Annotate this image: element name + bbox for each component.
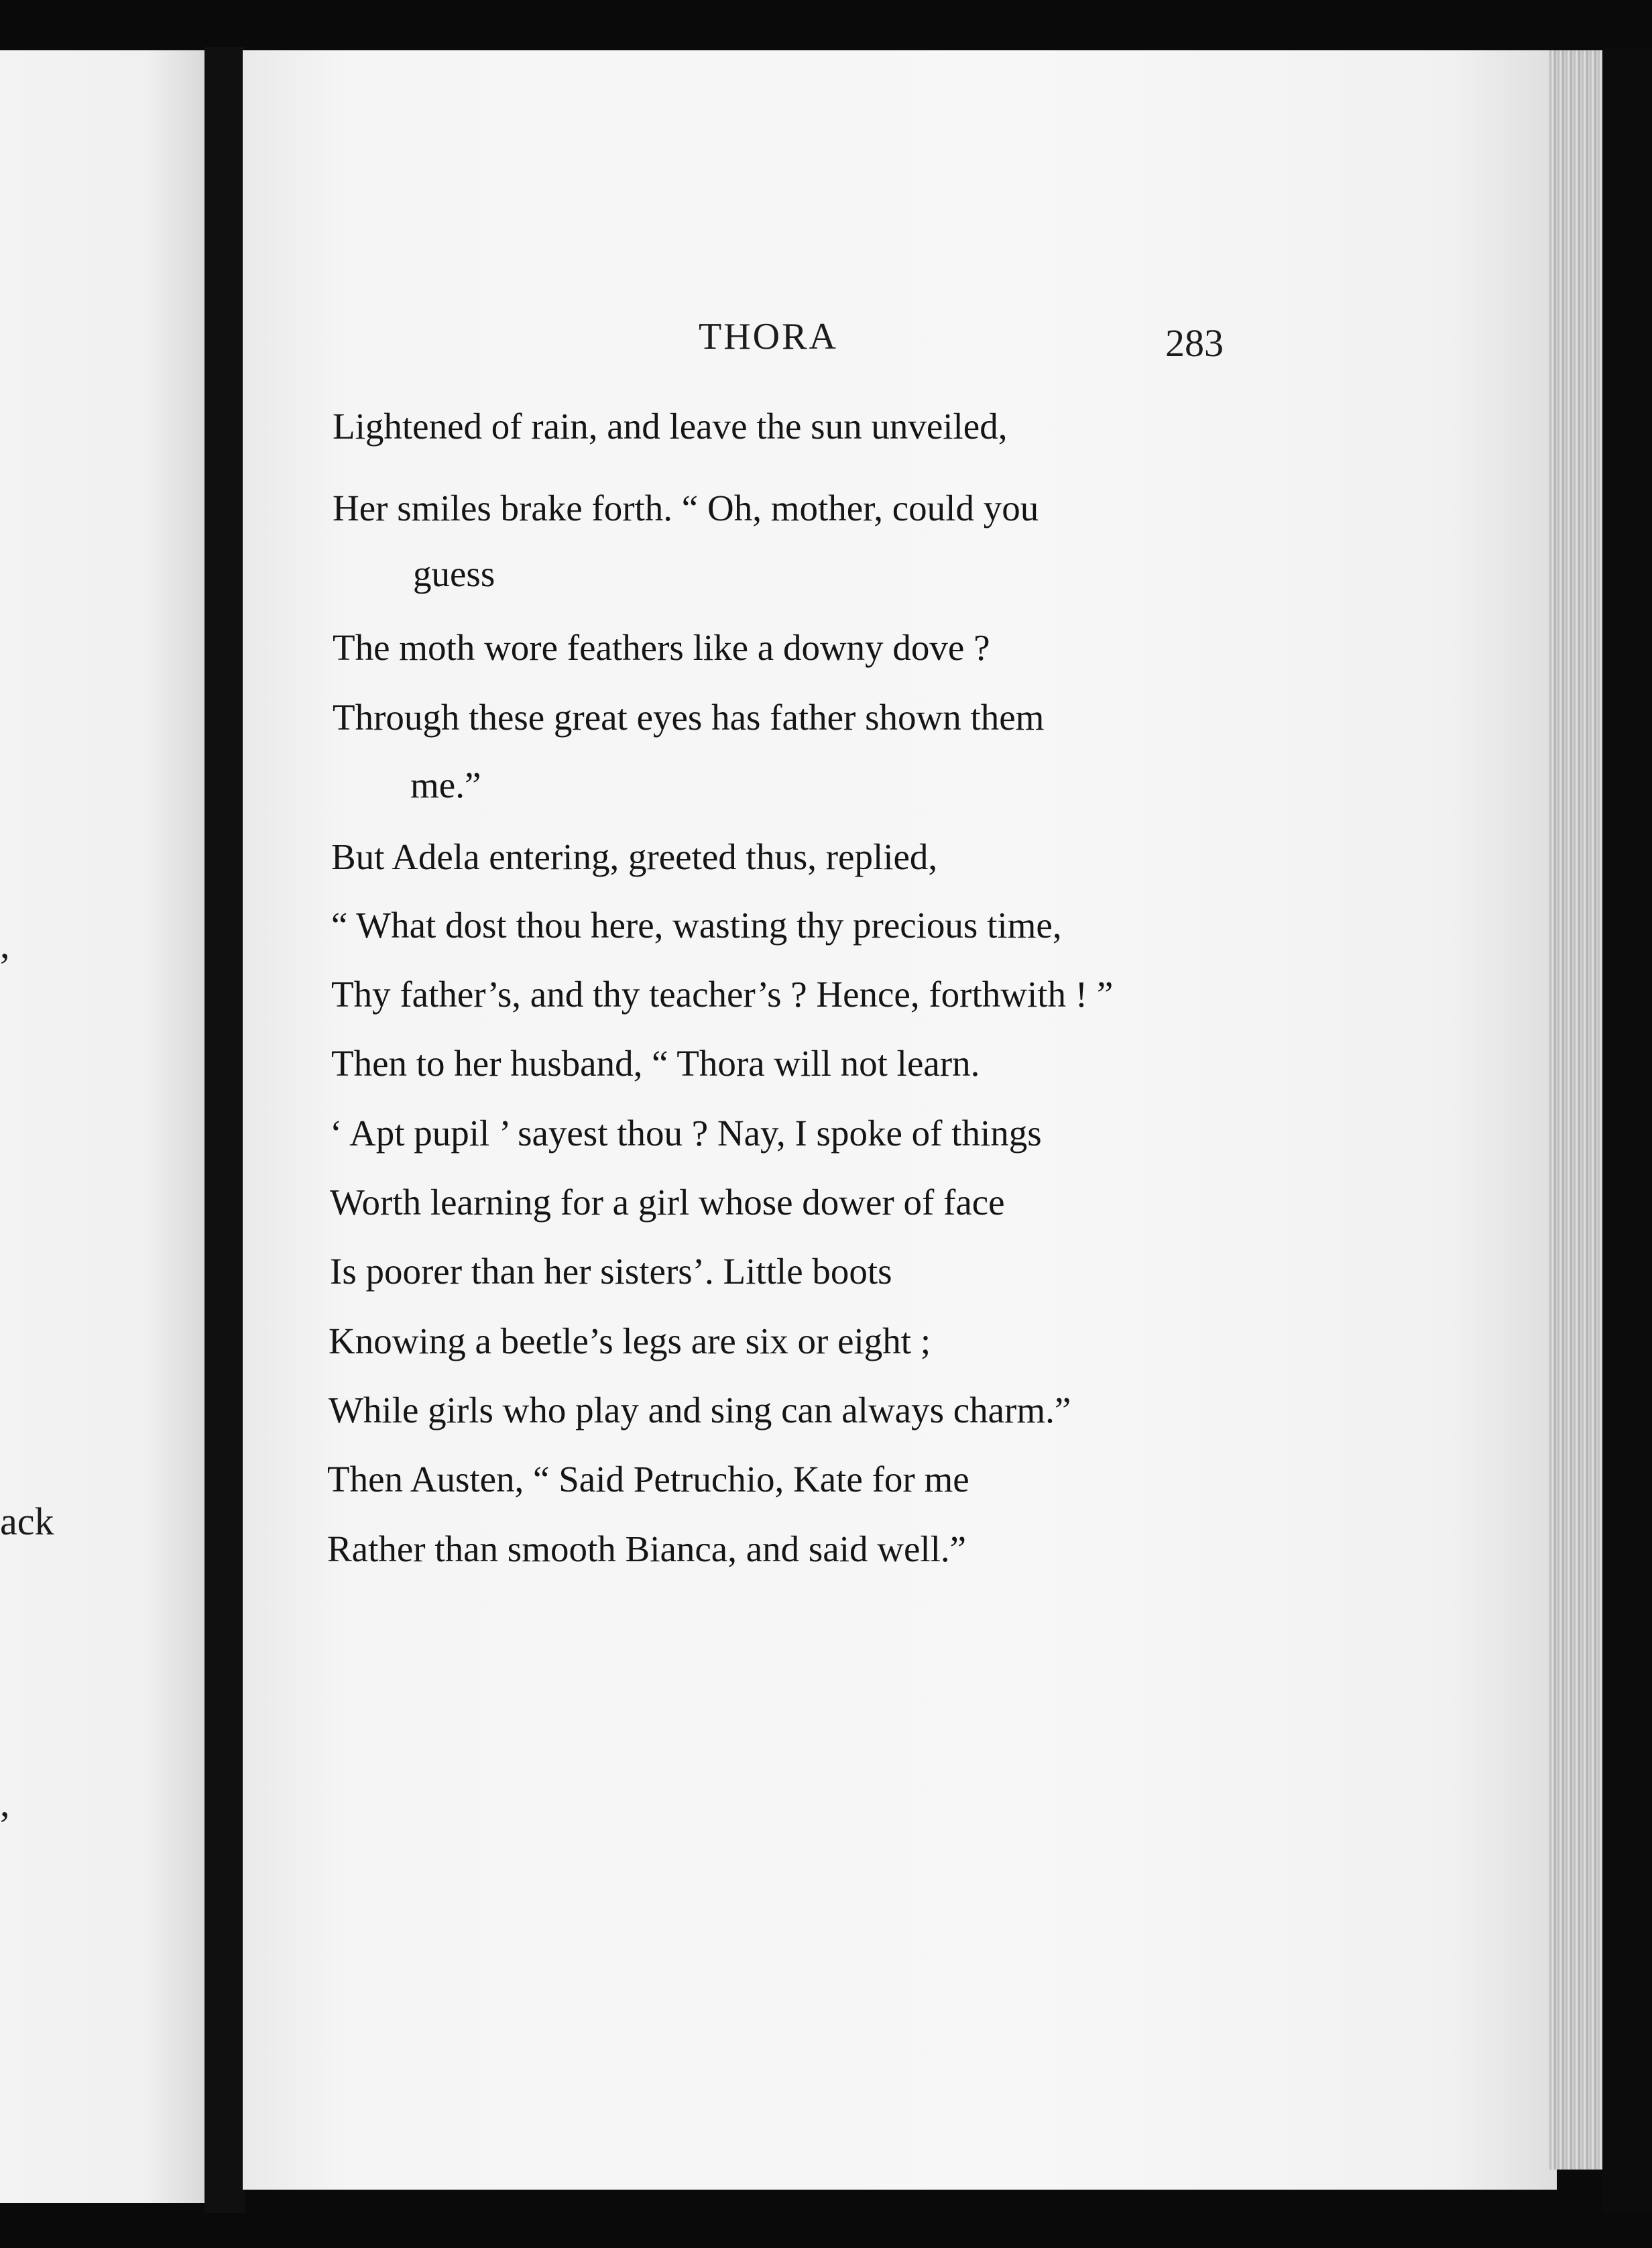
book-gutter [204,47,245,2213]
poem-line: The moth wore feathers like a downy dove ? [333,627,990,668]
book-edge-shadow [1602,47,1652,2213]
poem-line: guess [413,553,495,594]
poem-line: Then Austen, “ Said Petruchio, Kate for me [327,1459,969,1500]
left-page-fragment [0,50,208,2203]
poem-line: Worth learning for a girl whose dower of face [330,1182,1005,1223]
poem-line: Her smiles brake forth. “ Oh, mother, could you [333,488,1039,528]
poem-line: Through these great eyes has father shown them [333,697,1045,738]
poem-line: me.” [410,765,481,805]
poem-line: Lightened of rain, and leave the sun unveiled, [333,406,1008,447]
poem-line: But Adela entering, greeted thus, replied, [331,836,938,877]
poem-line: “ What dost thou here, wasting thy precious time, [331,905,1062,946]
poem-line: Is poorer than her sisters’. Little boots [330,1251,892,1292]
poem-line: Knowing a beetle’s legs are six or eight ; [329,1320,931,1361]
page-number: 283 [1165,321,1224,365]
left-page-text-fragment: , [0,1781,10,1825]
left-page-text-fragment: , [0,923,10,966]
poem-line: While girls who play and sing can always charm.” [329,1390,1071,1430]
poem-line: Thy father’s, and thy teacher’s ? Hence, forthwith ! ” [331,974,1114,1015]
poem-line: Rather than smooth Bianca, and said well.” [327,1528,967,1569]
page-edges [1549,50,1606,2170]
poem-line: ‘ Apt pupil ’ sayest thou ? Nay, I spoke of things [330,1113,1042,1154]
left-page-text-fragment: ack [0,1500,54,1543]
poem-line: Then to her husband, “ Thora will not learn. [331,1043,980,1084]
running-title: THORA [699,316,838,357]
